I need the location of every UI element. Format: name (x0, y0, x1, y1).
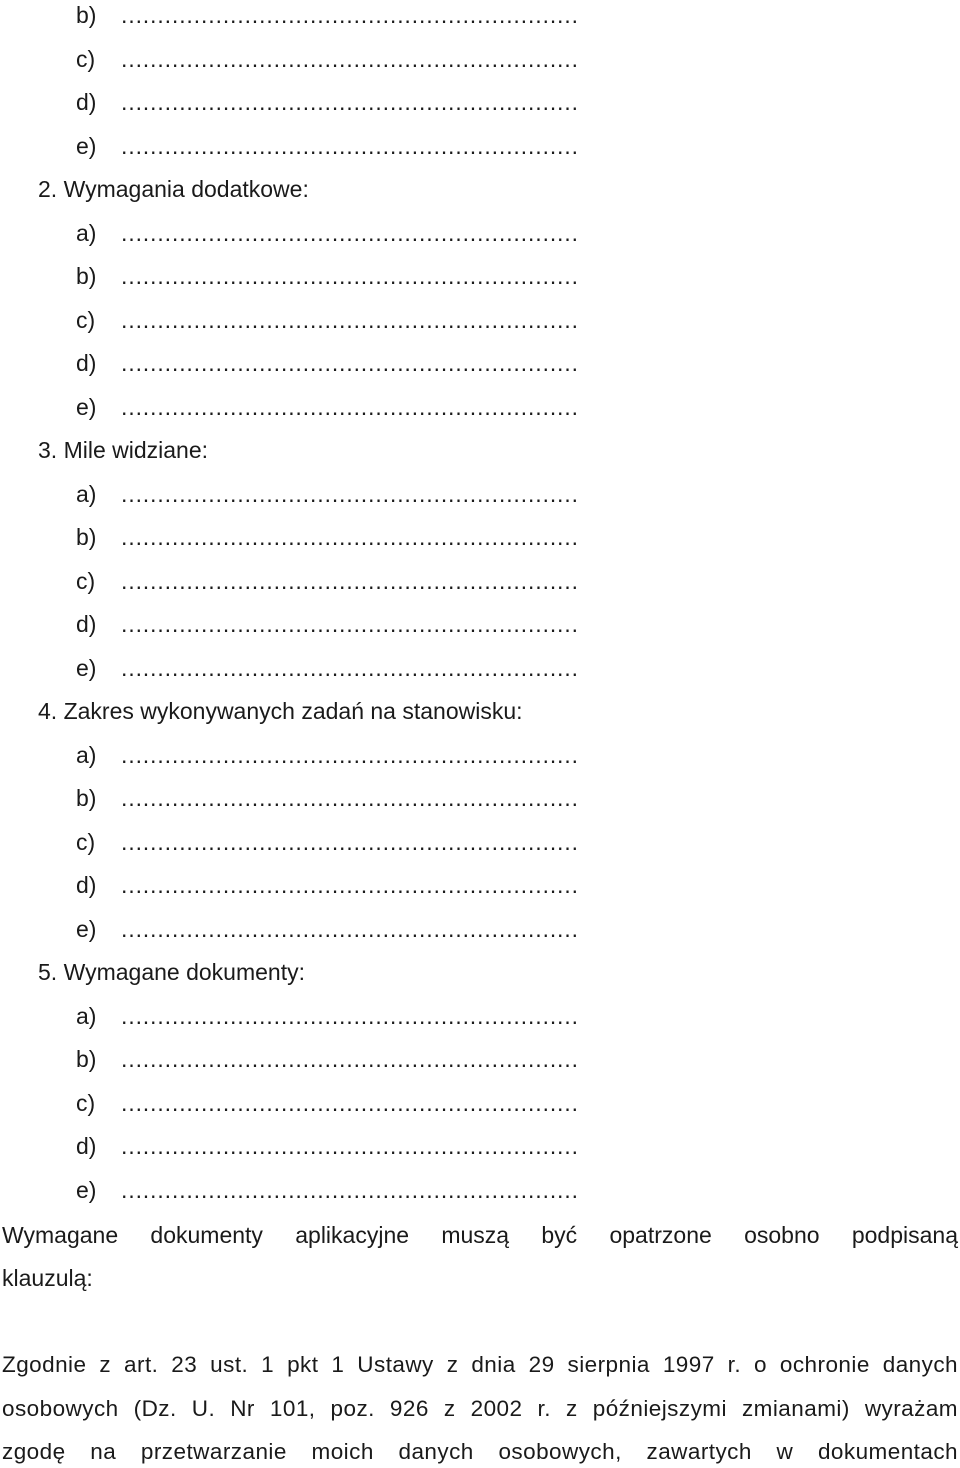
fill-in-dotted-line: ……………………………………………………… (120, 220, 578, 246)
fill-in-dotted-line: ……………………………………………………… (120, 89, 578, 115)
consent-clause-line: zgodę na przetwarzanie moich danych osobowych, zawartych w dokumentach (2, 1439, 958, 1464)
list-item (76, 263, 578, 289)
list-item (76, 742, 578, 768)
fill-in-dotted-line: ……………………………………………………… (120, 872, 578, 898)
list-item (76, 394, 578, 420)
list-item-label: a) (76, 742, 97, 768)
fill-in-dotted-line: ……………………………………………………… (120, 133, 578, 159)
list-item (76, 611, 578, 637)
list-item (76, 1003, 578, 1029)
fill-in-dotted-line: ……………………………………………………… (120, 394, 578, 420)
list-item (76, 481, 578, 507)
list-item-label: a) (76, 1003, 97, 1029)
consent-clause-line: Zgodnie z art. 23 ust. 1 pkt 1 Ustawy z dnia 29 sierpnia 1997 r. o ochronie danych (2, 1352, 958, 1377)
list-item-label: e) (76, 1177, 97, 1203)
list-item (76, 655, 578, 681)
list-item-label: b) (76, 524, 97, 550)
list-item (76, 568, 578, 594)
fill-in-dotted-line: ……………………………………………………… (120, 524, 578, 550)
list-item-label: d) (76, 872, 97, 898)
list-item-label: a) (76, 481, 97, 507)
list-item (76, 1177, 578, 1203)
list-item (76, 916, 578, 942)
list-item-label: d) (76, 89, 97, 115)
fill-in-dotted-line: ……………………………………………………… (120, 916, 578, 942)
list-item-label: c) (76, 568, 96, 594)
fill-in-dotted-line: ……………………………………………………… (120, 1003, 578, 1029)
note-paragraph-line: klauzulą: (2, 1265, 93, 1291)
list-item (76, 524, 578, 550)
list-item (76, 1046, 578, 1072)
fill-in-dotted-line: ……………………………………………………… (120, 742, 578, 768)
fill-in-dotted-line: ……………………………………………………… (120, 350, 578, 376)
fill-in-dotted-line: ……………………………………………………… (120, 307, 578, 333)
list-item (76, 1090, 578, 1116)
fill-in-dotted-line: ……………………………………………………… (120, 829, 578, 855)
fill-in-dotted-line: ……………………………………………………… (120, 1046, 578, 1072)
fill-in-dotted-line: ……………………………………………………… (120, 263, 578, 289)
list-item (76, 89, 578, 115)
fill-in-dotted-line: ……………………………………………………… (120, 611, 578, 637)
list-item (76, 46, 578, 72)
list-item-label: b) (76, 263, 97, 289)
list-item-label: c) (76, 307, 96, 333)
list-item-label: b) (76, 1046, 97, 1072)
list-item-label: c) (76, 1090, 96, 1116)
fill-in-dotted-line: ……………………………………………………… (120, 785, 578, 811)
list-item (76, 133, 578, 159)
fill-in-dotted-line: ……………………………………………………… (120, 655, 578, 681)
list-item-label: c) (76, 829, 96, 855)
list-item-label: a) (76, 220, 97, 246)
list-item-label: e) (76, 655, 97, 681)
fill-in-dotted-line: ……………………………………………………… (120, 46, 578, 72)
section-heading: 5. Wymagane dokumenty: (38, 959, 305, 985)
section-heading: 2. Wymagania dodatkowe: (38, 176, 309, 202)
section-heading: 3. Mile widziane: (38, 437, 209, 463)
consent-clause-line: osobowych (Dz. U. Nr 101, poz. 926 z 2002 r. z późniejszymi zmianami) wyrażam (2, 1396, 958, 1421)
list-item-label: b) (76, 2, 97, 28)
list-item (76, 220, 578, 246)
list-item-label: d) (76, 611, 97, 637)
fill-in-dotted-line: ……………………………………………………… (120, 481, 578, 507)
note-paragraph-line: Wymagane dokumenty aplikacyjne muszą być opatrzone osobno podpisaną (2, 1222, 958, 1248)
list-item (76, 307, 578, 333)
list-item-label: d) (76, 350, 97, 376)
fill-in-dotted-line: ……………………………………………………… (120, 1090, 578, 1116)
list-item-label: e) (76, 394, 97, 420)
list-item (76, 350, 578, 376)
fill-in-dotted-line: ……………………………………………………… (120, 1133, 578, 1159)
list-item-label: e) (76, 916, 97, 942)
list-item-label: c) (76, 46, 96, 72)
list-item (76, 1133, 578, 1159)
list-item (76, 785, 578, 811)
list-item (76, 829, 578, 855)
fill-in-dotted-line: ……………………………………………………… (120, 568, 578, 594)
list-item-label: d) (76, 1133, 97, 1159)
section-heading: 4. Zakres wykonywanych zadań na stanowisku: (38, 698, 523, 724)
list-item (76, 2, 578, 28)
list-item-label: e) (76, 133, 97, 159)
list-item (76, 872, 578, 898)
fill-in-dotted-line: ……………………………………………………… (120, 1177, 578, 1203)
list-item-label: b) (76, 785, 97, 811)
fill-in-dotted-line: ……………………………………………………… (120, 2, 578, 28)
